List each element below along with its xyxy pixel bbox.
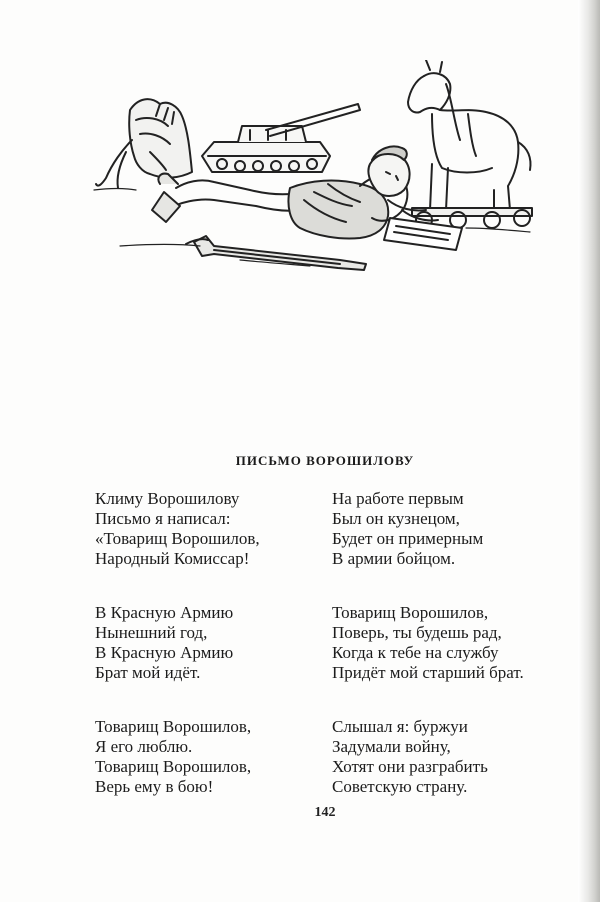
stanza-3 [95,603,233,683]
page-edge-shadow [578,0,600,902]
poem-line: Письмо я написал: [95,509,231,528]
poem-line: Хотят они разграбить [332,757,488,776]
poem-line: Советскую страну. [332,777,468,796]
poem-line: Верь ему в бою! [95,777,214,796]
poem-line: Задумали войну, [332,737,451,756]
stanza-4 [332,603,524,683]
poem-title: ПИСЬМО ВОРОШИЛОВУ [235,453,415,468]
toy-tank-drawing [202,104,360,172]
toy-horse-drawing [408,60,532,228]
poem-line: Когда к тебе на службу [332,643,499,662]
stanza-6 [332,717,488,797]
poem-line: Я его люблю. [95,737,193,756]
boy-writing-letter-illustration [90,60,560,290]
poem-line: Будет он примерным [332,529,484,548]
poem-line: Слышал я: буржуи [332,717,468,736]
poem-line: «Товарищ Ворошилов, [95,529,260,548]
poem-line: В Красную Армию [95,603,234,622]
poem-line: Товарищ Ворошилов, [95,757,252,776]
poem-line: В армии бойцом. [332,549,456,568]
poem-line: На работе первым [332,489,464,508]
stanza-5 [95,717,251,797]
poem-line: Нынешний год, [95,623,208,642]
poem-line: Климу Ворошилову [95,489,240,508]
poem-line: Народный Комиссар! [95,549,250,568]
poem-line: Придёт мой старший брат. [332,663,524,682]
stanza-2 [332,489,483,569]
poem-line: Товарищ Ворошилов, [332,603,489,622]
page-number: 142 [314,805,336,820]
poem-line: Брат мой идёт. [95,663,201,682]
clothes-pile-drawing [96,99,192,188]
poem-line: Был он кузнецом, [332,509,460,528]
stanza-1 [95,489,260,569]
poem-line: Поверь, ты будешь рад, [332,623,502,642]
poem-line: В Красную Армию [95,643,234,662]
poem-line: Товарищ Ворошилов, [95,717,252,736]
toy-rifle-drawing [186,236,366,270]
